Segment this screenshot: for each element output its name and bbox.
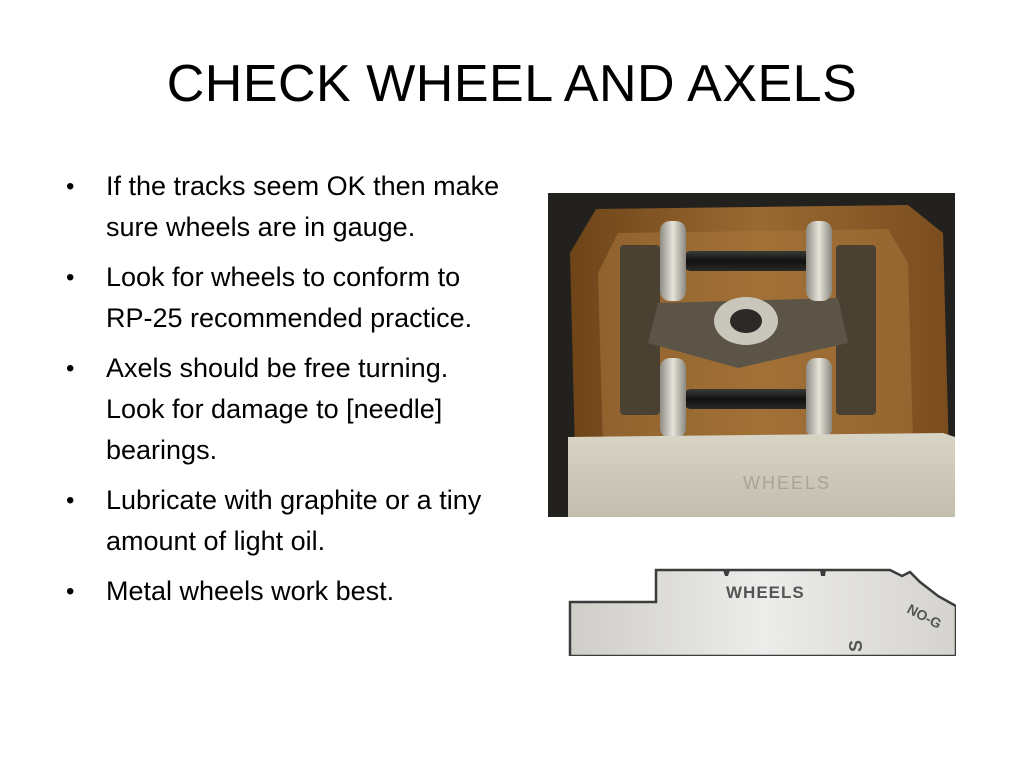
gauge-closeup-illustration [568,568,956,656]
truck-wheels-photo [548,193,955,517]
bullet-text: Lubricate with graphite or a tiny amount of light oil. [106,485,482,556]
bolster-pivot-hole [730,309,762,333]
truck-wheels-illustration [548,193,955,517]
wheel-bottom-left [660,358,686,438]
gauge-label-nogo: NO-G [904,600,945,632]
bullet-text: Look for wheels to conform to RP-25 recommended practice. [106,262,473,333]
bullet-text: If the tracks seem OK then make sure wheels are in gauge. [106,171,500,242]
gauge-notch [820,570,826,576]
bullet-item [62,480,512,562]
bullet-item [62,257,512,339]
bullet-text: Axels should be free turning. Look for damage to [needle] bearings. [106,353,449,465]
bullet-item [62,348,512,471]
bullet-item [62,166,512,248]
bullet-text: Metal wheels work best. [106,576,395,606]
bullet-item [62,571,512,612]
wheel-top-left [660,221,686,301]
bullet-dot-icon: • [66,173,75,200]
bullet-list [62,166,512,621]
gauge-label-side: S [846,639,866,652]
bullet-dot-icon: • [66,355,75,382]
wheel-top-right [806,221,832,301]
bullet-dot-icon: • [66,578,75,605]
bullet-dot-icon: • [66,264,75,291]
wheel-bottom-right [806,358,832,438]
axle-bottom [683,389,813,409]
axle-top [683,251,813,271]
bullet-dot-icon: • [66,487,75,514]
slide-title: CHECK WHEEL AND AXELS [166,55,858,113]
gauge-label-wheels: WHEELS [726,583,805,602]
gauge-plate-text: WHEELS [743,473,832,493]
gauge-closeup-photo [568,568,956,656]
